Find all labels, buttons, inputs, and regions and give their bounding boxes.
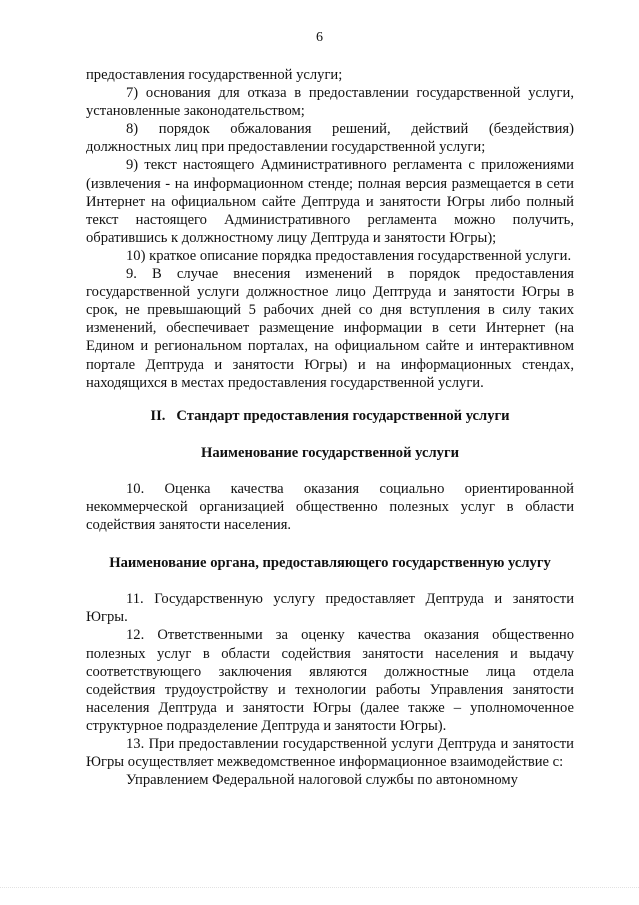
document-body: [86, 66, 574, 789]
list-item-7: 7) основания для отказа в предоставлении государственной услуги, установленные законодательством;: [86, 85, 574, 120]
subheading-service-name: Наименование государственной услуги: [201, 444, 459, 461]
page-bottom-edge: [0, 887, 639, 888]
list-item-10: 10) краткое описание порядка предоставления государственной услуги.: [126, 247, 572, 264]
list-item-9: 9) текст настоящего Административного регламента с приложениями (извлечения - на информационном стенде; полная версия размещается в сети Интернет на официальном сайте Дептруда и занятости Югры либо полный текст настоящего Административного регламента можно получить, обратившись к должностному лицу Дептруда и занятости Югры);: [86, 157, 574, 246]
list-item-8: 8) порядок обжалования решений, действий (бездействия) должностных лиц при предоставлении государственной услуги;: [86, 121, 574, 156]
subheading-organ: Наименование органа, предоставляющего государственную услугу: [109, 555, 551, 572]
paragraph-11: 11. Государственную услугу предоставляет Дептруда и занятости Югры.: [86, 591, 574, 626]
page-number: 6: [316, 30, 323, 45]
paragraph-12: 12. Ответственными за оценку качества оказания общественно полезных услуг в области содействия занятости населения и выдачу соответствующего заключения являются должностные лица отдела содействия трудоустройству и технологии работы Управления занятости населения Дептруда и занятости Югры (далее также – уполномоченное структурное подразделение Дептруда и занятости Югры).: [86, 627, 574, 734]
paragraph-9: 9. В случае внесения изменений в порядок предоставления государственной услуги должностное лицо Дептруда и занятости Югры в срок, не превышающий 5 рабочих дней со дня вступления в силу таких изменений, обеспечивает размещение информации в сети Интернет (на Едином и региональном порталах, на официальном сайте и интерактивном портале Дептруда и занятости Югры) и на информационных стендах, находящихся в местах предоставления государственной услуги.: [86, 266, 574, 391]
paragraph-10: 10. Оценка качества оказания социально ориентированной некоммерческой организацией общественно полезных услуг в области содействия занятости населения.: [86, 480, 574, 534]
paragraph-continuation: предоставления государственной услуги;: [86, 67, 343, 83]
paragraph-13-item: Управлением Федеральной налоговой службы по автономному: [126, 772, 518, 789]
paragraph-13: 13. При предоставлении государственной услуги Дептруда и занятости Югры осуществляет межведомственное информационное взаимодействие с:: [86, 736, 574, 771]
section-heading: II. Стандарт предоставления государственной услуги: [150, 407, 510, 424]
